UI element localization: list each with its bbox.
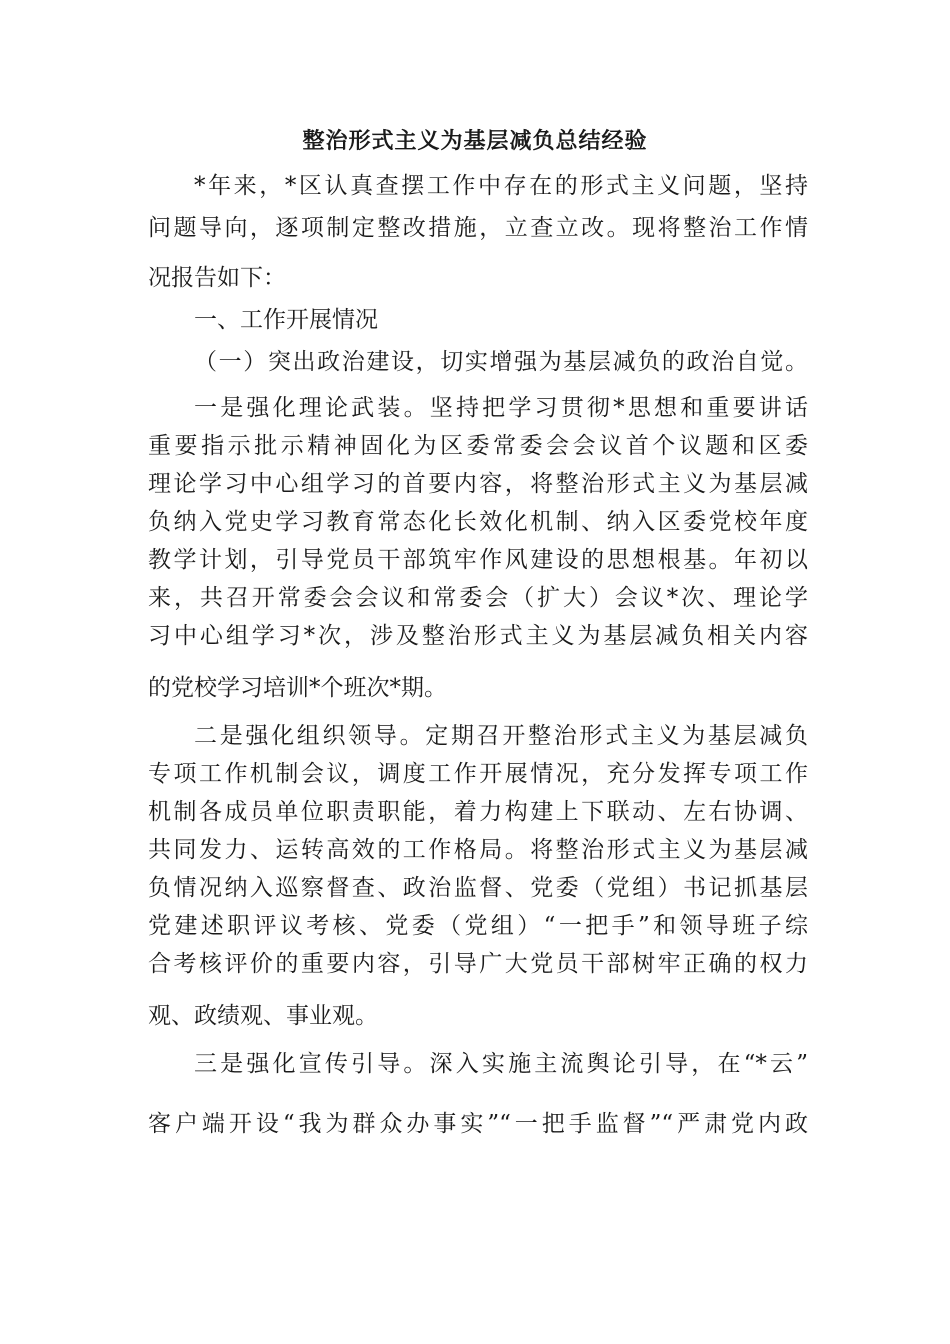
paragraph-line: 共同发力、运转高效的工作格局。将整治形式主义为基层减 bbox=[148, 837, 808, 863]
paragraph-line: *年来，*区认真查摆工作中存在的形式主义问题，坚持 bbox=[194, 173, 808, 199]
paragraph-line: 客户端开设“我为群众办事实”“一把手监督”“严肃党内政 bbox=[148, 1111, 808, 1137]
paragraph-line: 习中心组学习*次，涉及整治形式主义为基层减负相关内容 bbox=[148, 623, 808, 649]
paragraph-line: 三是强化宣传引导。深入实施主流舆论引导，在“*云” bbox=[194, 1051, 808, 1077]
paragraph-line: 观、政绩观、事业观。 bbox=[148, 1003, 378, 1029]
paragraph-line: 负情况纳入巡察督查、政治监督、党委（党组）书记抓基层 bbox=[148, 875, 808, 901]
paragraph-line: 二是强化组织领导。定期召开整治形式主义为基层减负 bbox=[194, 723, 808, 749]
paragraph-line: 来，共召开常委会会议和常委会（扩大）会议*次、理论学 bbox=[148, 585, 808, 611]
paragraph-line: 理论学习中心组学习的首要内容，将整治形式主义为基层减 bbox=[148, 471, 808, 497]
paragraph-line: 负纳入党史学习教育常态化长效化机制、纳入区委党校年度 bbox=[148, 509, 808, 535]
section-heading: 一、工作开展情况 bbox=[194, 307, 378, 333]
paragraph-line: 况报告如下： bbox=[148, 265, 286, 291]
document-title: 整治形式主义为基层减负总结经验 bbox=[302, 129, 648, 154]
paragraph-line: 教学计划，引导党员干部筑牢作风建设的思想根基。年初以 bbox=[148, 547, 808, 573]
paragraph-line: 合考核评价的重要内容，引导广大党员干部树牢正确的权力 bbox=[148, 951, 808, 977]
subsection-heading: （一）突出政治建设，切实增强为基层减负的政治自觉。 bbox=[194, 349, 808, 375]
paragraph-line: 重要指示批示精神固化为区委常委会会议首个议题和区委 bbox=[148, 433, 808, 459]
paragraph-line: 专项工作机制会议，调度工作开展情况，充分发挥专项工作 bbox=[148, 761, 808, 787]
paragraph-line: 一是强化理论武装。坚持把学习贯彻*思想和重要讲话 bbox=[194, 395, 808, 421]
paragraph-line: 机制各成员单位职责职能，着力构建上下联动、左右协调、 bbox=[148, 799, 808, 825]
paragraph-line: 党建述职评议考核、党委（党组）“一把手”和领导班子综 bbox=[148, 913, 808, 939]
paragraph-line: 的党校学习培训*个班次*期。 bbox=[148, 675, 447, 701]
paragraph-line: 问题导向，逐项制定整改措施，立查立改。现将整治工作情 bbox=[148, 215, 808, 241]
